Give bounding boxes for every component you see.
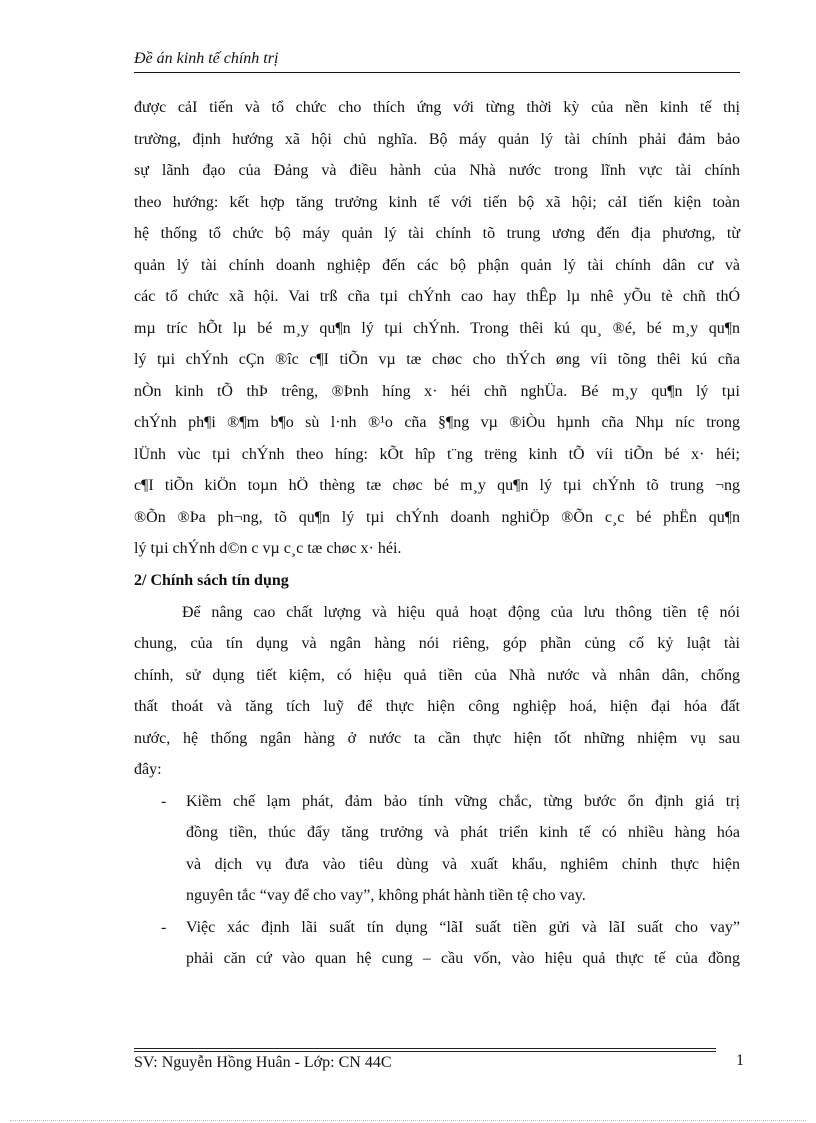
text-line: theo hướng: kết hợp tăng trưởng kinh tế với tiến bộ xã hội; cảI tiến kiện toàn xyxy=(134,193,740,211)
document-body xyxy=(134,92,740,975)
text-line: quản lý tài chính doanh nghiệp đến các bộ phận quản lý tài chính dân cư và xyxy=(134,256,740,274)
section-heading: 2/ Chính sách tín dụng xyxy=(134,571,289,589)
footer-rule xyxy=(134,1048,716,1049)
footer-student: SV: Nguyễn Hồng Huân - Lớp: CN 44C xyxy=(134,1054,392,1071)
text-line: ®Õn ®Þa ph¬ng, tõ qu¶n lý tµi chÝnh doanh nghiÖp ®Õn c¸c bé phËn qu¶n xyxy=(134,508,740,526)
paragraph-2 xyxy=(134,597,740,786)
text-line: lý tµi chÝnh d©n c vµ c¸c tæ chøc x· héi. xyxy=(134,540,402,557)
text-line: trường, định hướng xã hội chủ nghĩa. Bộ máy quản lý tài chính phải đảm bảo xyxy=(134,130,740,148)
text-line: chÝnh ph¶i ®¶m b¶o sù l·nh ®¹o cña §¶ng vµ ®iÒu hµnh cña Nhµ níc trong xyxy=(134,414,740,431)
bullet-item xyxy=(134,786,740,912)
footer-rule xyxy=(134,1051,716,1052)
text-line: đây: xyxy=(134,761,162,778)
bullet-marker: - xyxy=(161,792,167,810)
text-line: lÜnh vùc tµi chÝnh theo híng: kÕt hîp t¨ng trëng kinh tÕ víi tiÕn bé x· héi; xyxy=(134,445,740,463)
text-line: chính, sử dụng tiết kiệm, có hiệu quả tiền của Nhà nước và nhân dân, chống xyxy=(134,666,740,684)
text-line: nguyên tắc “vay để cho vay”, không phát hành tiền tệ cho vay. xyxy=(186,887,586,904)
text-line: mµ tríc hÕt lµ bé m¸y qu¶n lý tµi chÝnh. Trong thêi kú qu¸ ®é, bé m¸y qu¶n xyxy=(134,319,740,337)
text-line: được cảI tiến và tổ chức cho thích ứng với từng thời kỳ của nền kinh tế thị xyxy=(134,99,740,116)
text-line: sự lãnh đạo của Đảng và điều hành của Nhà nước trong lĩnh vực tài chính xyxy=(134,162,740,179)
text-line: đồng tiền, thúc đẩy tăng trưởng và phát triển kinh tế có nhiều hàng hóa xyxy=(186,824,740,841)
header-rule xyxy=(134,72,740,73)
text-line: thất thoát và tăng tích luỹ để thực hiện công nghiệp hoá, hiện đại hóa đất xyxy=(134,698,740,715)
text-line: c¶I tiÕn kiÖn toµn hÖ thèng tæ chøc bé m¸y qu¶n lý tµi chÝnh tõ trung ¬ng xyxy=(134,477,740,494)
text-line: hệ thống tổ chức bộ máy quản lý tài chính tõ trung ương đến địa phương, từ xyxy=(134,225,740,242)
bullet-item xyxy=(134,912,740,975)
text-line: các tổ chức xã hội. Vai trß cña tµi chÝnh cao hay thÊp lµ nhê yÕu tè chñ thÓ xyxy=(134,288,740,305)
text-line: chung, của tín dụng và ngân hàng nói riêng, góp phần củng cố kỷ luật tài xyxy=(134,635,740,652)
text-line: phải căn cứ vào quan hệ cung – cầu vốn, vào hiệu quả thực tế của đồng xyxy=(186,950,740,967)
text-line: nước, hệ thống ngân hàng ở nước ta cần thực hiện tốt những nhiệm vụ sau xyxy=(134,729,740,747)
page-number: 1 xyxy=(736,1052,744,1069)
text-line: Kiềm chế lạm phát, đảm bảo tính vững chắc, từng bước ổn định giá trị xyxy=(186,792,740,810)
text-line: lý tµi chÝnh cÇn ®îc c¶I tiÕn vµ tæ chøc cho thÝch øng víi tõng thêi kú cña xyxy=(134,351,740,368)
text-line: Để nâng cao chất lượng và hiệu quả hoạt động của lưu thông tiền tệ nói xyxy=(182,603,740,621)
text-line: Việc xác định lãi suất tín dụng “lãI suất tiền gửi và lãI suất cho vay” xyxy=(186,918,740,936)
paragraph-1 xyxy=(134,92,740,565)
page-edge-dotted xyxy=(10,1120,806,1121)
text-line: và dịch vụ đưa vào tiêu dùng và xuất khẩu, nghiêm chỉnh thực hiện xyxy=(186,855,740,873)
header-title: Đề án kinh tế chính trị xyxy=(134,50,279,67)
bullet-marker: - xyxy=(161,918,167,936)
text-line: nÒn kinh tÕ thÞ trêng, ®Þnh híng x· héi chñ nghÜa. Bé m¸y qu¶n lý tµi xyxy=(134,382,740,400)
